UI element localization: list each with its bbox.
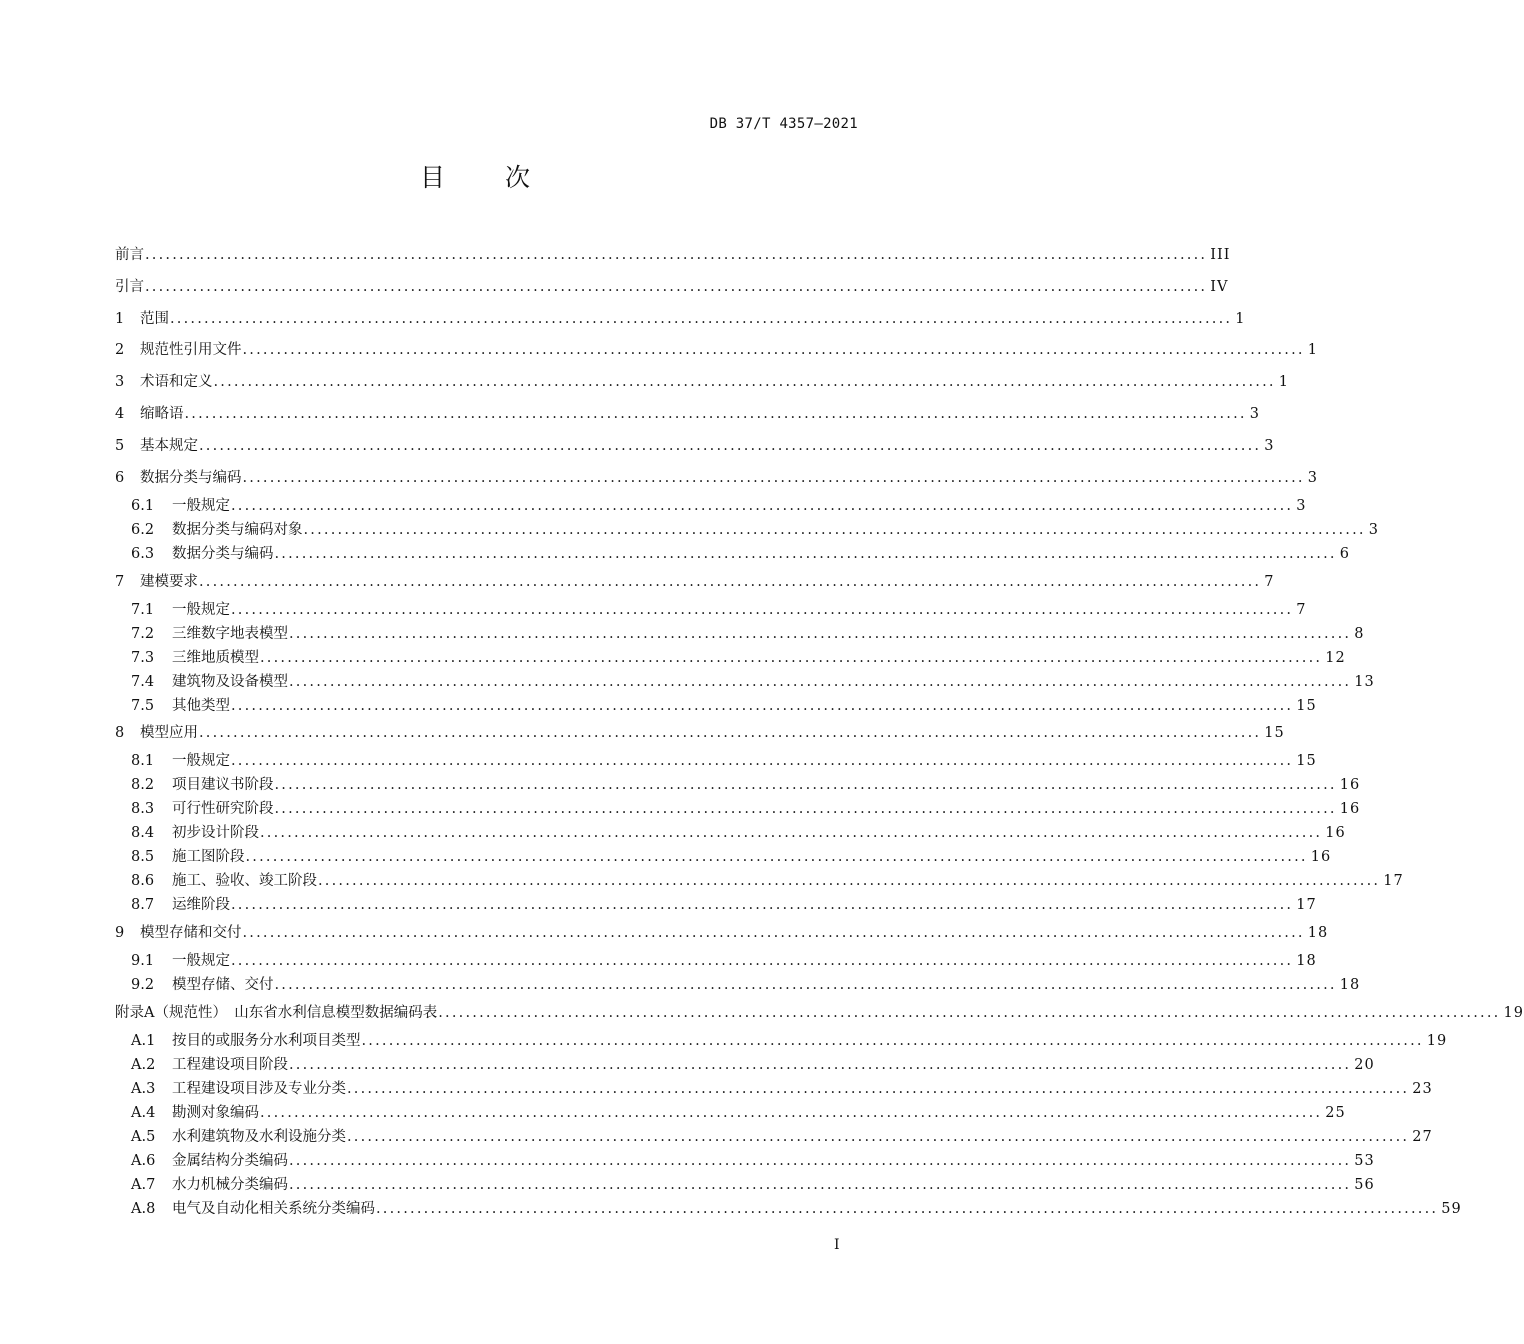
toc-entry-number: A.7 (131, 1177, 156, 1193)
toc-leader-dots: ............................................................................................................................................................ (274, 777, 1337, 793)
toc-leader-dots: ............................................................................................................................................................ (347, 1129, 1410, 1145)
toc-page-number: 17 (1296, 897, 1317, 913)
toc-page-number: 3 (1368, 522, 1379, 538)
toc-entry-8-5[interactable] (131, 846, 1332, 868)
toc-page-number: 17 (1383, 873, 1404, 889)
toc-entry-label: 运维阶段 (172, 897, 230, 913)
toc-entry-label: 缩略语 (140, 406, 184, 422)
toc-entry-8-3[interactable] (131, 798, 1361, 820)
toc-leader-dots: ............................................................................................................................................................ (199, 574, 1262, 590)
toc-page-number: 3 (1296, 498, 1307, 514)
toc-leader-dots: ............................................................................................................................................................ (303, 522, 1366, 538)
toc-page-number: 19 (1426, 1033, 1448, 1049)
toc-entry-label: 水力机械分类编码 (172, 1177, 288, 1193)
toc-page-number: 16 (1310, 849, 1332, 865)
toc-entry-number: 1 (115, 311, 125, 327)
toc-entry-7-1[interactable] (131, 599, 1307, 621)
toc-leader-dots: ............................................................................................................................................................ (274, 801, 1337, 817)
toc-entry-label: 规范性引用文件 (140, 342, 242, 358)
footer-page-number: I (834, 1237, 840, 1253)
toc-entry-number: A.1 (131, 1033, 156, 1049)
toc-entry-number: A.2 (131, 1057, 156, 1073)
toc-entry-8-2[interactable] (131, 774, 1361, 796)
toc-leader-dots: ............................................................................................................................................................ (213, 374, 1276, 390)
toc-entry-a-7[interactable] (131, 1174, 1375, 1196)
toc-entry-a-5[interactable] (131, 1126, 1433, 1148)
toc-leader-dots: ............................................................................................................................................................ (242, 342, 1305, 358)
toc-entry-number: 8.4 (131, 825, 155, 841)
toc-page-number: 19 (1503, 1005, 1524, 1021)
toc-page-number: IV (1210, 279, 1229, 295)
toc-leader-dots: ............................................................................................................................................................ (145, 279, 1208, 295)
toc-entry-label: 数据分类与编码对象 (172, 522, 303, 538)
toc-entry-number: 7.5 (131, 698, 155, 714)
toc-entry-number: 6.3 (131, 546, 155, 562)
toc-entry-label: 模型存储、交付 (172, 977, 274, 993)
toc-page-number: 13 (1354, 674, 1375, 690)
toc-entry-label: 施工、验收、竣工阶段 (172, 873, 317, 889)
toc-entry-3[interactable] (115, 371, 1289, 393)
toc-entry-number: 6 (115, 470, 125, 486)
toc-page-number: 20 (1354, 1057, 1375, 1073)
toc-entry-number: 7.4 (131, 674, 155, 690)
toc-leader-dots: ............................................................................................................................................................ (438, 1005, 1501, 1021)
toc-page-number: III (1210, 247, 1231, 263)
toc-entry-label: 工程建设项目阶段 (172, 1057, 288, 1073)
toc-page-number: 59 (1441, 1201, 1462, 1217)
toc-entry-label: 一般规定 (172, 753, 230, 769)
toc-page-number: 3 (1264, 438, 1275, 454)
toc-page-number: 7 (1296, 602, 1307, 618)
toc-entry-9-2[interactable] (131, 974, 1361, 996)
toc-leader-dots: ............................................................................................................................................................ (231, 897, 1294, 913)
toc-entry-a-1[interactable] (131, 1030, 1448, 1052)
toc-page-number: 12 (1325, 650, 1346, 666)
toc-leader-dots: ............................................................................................................................................................ (245, 849, 1308, 865)
toc-entry-label: 引言 (115, 279, 144, 295)
toc-entry-6-2[interactable] (131, 519, 1379, 541)
toc-entry-label: 金属结构分类编码 (172, 1153, 288, 1169)
toc-page-number: 53 (1354, 1153, 1375, 1169)
toc-page-number: 27 (1412, 1129, 1433, 1145)
toc-entry-number: 9.2 (131, 977, 155, 993)
toc-entry-number: 7.1 (131, 602, 155, 618)
toc-leader-dots: ............................................................................................................................................................ (318, 873, 1381, 889)
toc-page-number: 18 (1307, 925, 1329, 941)
toc-leader-dots: ............................................................................................................................................................ (231, 698, 1294, 714)
toc-entry-number: 8.3 (131, 801, 155, 817)
toc-leader-dots: ............................................................................................................................................................ (242, 925, 1305, 941)
toc-page-number: 56 (1354, 1177, 1375, 1193)
toc-entry-a-8[interactable] (131, 1198, 1462, 1220)
toc-entry-8[interactable] (115, 722, 1285, 744)
toc-page-number: 3 (1307, 470, 1318, 486)
toc-entry-label: 术语和定义 (140, 374, 213, 390)
toc-title: 目 次 (420, 163, 556, 192)
toc-page-number: 18 (1339, 977, 1361, 993)
toc-entry-introduction[interactable] (115, 276, 1229, 298)
toc-leader-dots: ............................................................................................................................................................ (145, 247, 1208, 263)
toc-entry-8-1[interactable] (131, 750, 1317, 772)
toc-entry-7-2[interactable] (131, 623, 1365, 645)
toc-entry-label: 三维数字地表模型 (172, 626, 288, 642)
toc-page-number: 3 (1249, 406, 1260, 422)
toc-entry-label: 勘测对象编码 (172, 1105, 259, 1121)
toc-entry-a-2[interactable] (131, 1054, 1375, 1076)
toc-leader-dots: ............................................................................................................................................................ (231, 753, 1294, 769)
toc-leader-dots: ............................................................................................................................................................ (242, 470, 1305, 486)
toc-entry-a-3[interactable] (131, 1078, 1433, 1100)
toc-entry-6[interactable] (115, 467, 1318, 489)
toc-page-number: 15 (1296, 753, 1317, 769)
document-code: DB 37/T 4357—2021 (709, 116, 858, 132)
toc-entry-1[interactable] (115, 308, 1246, 330)
toc-entry-number: 8.6 (131, 873, 155, 889)
toc-entry-label: 模型存储和交付 (140, 925, 242, 941)
toc-entry-label: 其他类型 (172, 698, 230, 714)
toc-leader-dots: ............................................................................................................................................................ (376, 1201, 1439, 1217)
toc-leader-dots: ............................................................................................................................................................ (289, 1057, 1352, 1073)
toc-entry-number: 9.1 (131, 953, 155, 969)
toc-entry-4[interactable] (115, 403, 1260, 425)
toc-page-number: 16 (1339, 801, 1361, 817)
toc-entry-8-4[interactable] (131, 822, 1346, 844)
toc-leader-dots: ............................................................................................................................................................ (361, 1033, 1424, 1049)
toc-entry-label: 建筑物及设备模型 (172, 674, 288, 690)
toc-leader-dots: ............................................................................................................................................................ (170, 311, 1233, 327)
toc-page-number: 1 (1278, 374, 1289, 390)
toc-entry-label: 数据分类与编码 (140, 470, 242, 486)
toc-entry-label: 电气及自动化相关系统分类编码 (172, 1201, 375, 1217)
toc-entry-9-1[interactable] (131, 950, 1317, 972)
toc-entry-number: 7.2 (131, 626, 155, 642)
toc-page-number: 16 (1339, 777, 1361, 793)
toc-page-number: 23 (1412, 1081, 1433, 1097)
toc-entry-number: 3 (115, 374, 125, 390)
toc-entry-number: 7.3 (131, 650, 155, 666)
toc-leader-dots: ............................................................................................................................................................ (231, 498, 1294, 514)
toc-entry-label: 前言 (115, 247, 144, 263)
toc-entry-number: 9 (115, 925, 125, 941)
toc-entry-label: 数据分类与编码 (172, 546, 274, 562)
toc-page-number: 25 (1325, 1105, 1346, 1121)
toc-entry-number: A.8 (131, 1201, 156, 1217)
toc-entry-a-4[interactable] (131, 1102, 1346, 1124)
toc-entry-label: 水利建筑物及水利设施分类 (172, 1129, 346, 1145)
toc-entry-number: 5 (115, 438, 125, 454)
toc-entry-number: 4 (115, 406, 125, 422)
toc-entry-number: 6.1 (131, 498, 155, 514)
toc-entry-label: 工程建设项目涉及专业分类 (172, 1081, 346, 1097)
toc-page-number: 15 (1264, 725, 1285, 741)
toc-entry-6-1[interactable] (131, 495, 1307, 517)
toc-entry-7-4[interactable] (131, 671, 1375, 693)
toc-entry-appendix-a[interactable] (115, 1002, 1524, 1024)
toc-leader-dots: ............................................................................................................................................................ (274, 546, 1337, 562)
toc-entry-number: A.5 (131, 1129, 156, 1145)
toc-entry-number: 2 (115, 342, 125, 358)
toc-leader-dots: ............................................................................................................................................................ (231, 602, 1294, 618)
toc-leader-dots: ............................................................................................................................................................ (184, 406, 1247, 422)
toc-entry-number: 7 (115, 574, 125, 590)
toc-entry-label: 按目的或服务分水利项目类型 (172, 1033, 361, 1049)
toc-page-number: 1 (1307, 342, 1318, 358)
toc-page-number: 1 (1235, 311, 1246, 327)
toc-leader-dots: ............................................................................................................................................................ (260, 650, 1323, 666)
toc-entry-label: 施工图阶段 (172, 849, 245, 865)
toc-page-number: 6 (1339, 546, 1350, 562)
toc-entry-label: 附录A（规范性） 山东省水利信息模型数据编码表 (115, 1005, 438, 1021)
toc-page-number: 18 (1296, 953, 1317, 969)
toc-entry-8-7[interactable] (131, 894, 1317, 916)
toc-entry-number: 8.7 (131, 897, 155, 913)
toc-entry-label: 范围 (140, 311, 169, 327)
toc-entry-number: 8 (115, 725, 125, 741)
toc-entry-label: 一般规定 (172, 602, 230, 618)
toc-entry-number: A.3 (131, 1081, 156, 1097)
toc-entry-label: 一般规定 (172, 953, 230, 969)
toc-leader-dots: ............................................................................................................................................................ (289, 1177, 1352, 1193)
toc-entry-label: 建模要求 (140, 574, 198, 590)
toc-leader-dots: ............................................................................................................................................................ (289, 1153, 1352, 1169)
toc-entry-7-3[interactable] (131, 647, 1346, 669)
toc-leader-dots: ............................................................................................................................................................ (274, 977, 1337, 993)
toc-page-number: 8 (1354, 626, 1365, 642)
toc-leader-dots: ............................................................................................................................................................ (199, 725, 1262, 741)
toc-entry-label: 模型应用 (140, 725, 198, 741)
toc-leader-dots: ............................................................................................................................................................ (289, 626, 1352, 642)
toc-leader-dots: ............................................................................................................................................................ (347, 1081, 1410, 1097)
toc-entry-2[interactable] (115, 339, 1318, 361)
toc-entry-5[interactable] (115, 435, 1275, 457)
toc-entry-number: 8.2 (131, 777, 155, 793)
toc-entry-number: 6.2 (131, 522, 155, 538)
toc-entry-7-5[interactable] (131, 695, 1317, 717)
toc-leader-dots: ............................................................................................................................................................ (231, 953, 1294, 969)
toc-leader-dots: ............................................................................................................................................................ (260, 1105, 1323, 1121)
toc-entry-number: 8.1 (131, 753, 155, 769)
toc-entry-label: 可行性研究阶段 (172, 801, 274, 817)
toc-leader-dots: ............................................................................................................................................................ (199, 438, 1262, 454)
toc-entry-label: 基本规定 (140, 438, 198, 454)
toc-entry-number: A.4 (131, 1105, 156, 1121)
toc-entry-number: 8.5 (131, 849, 155, 865)
toc-page-number: 16 (1325, 825, 1346, 841)
toc-entry-number: A.6 (131, 1153, 156, 1169)
toc-leader-dots: ............................................................................................................................................................ (260, 825, 1323, 841)
toc-page-number: 7 (1264, 574, 1275, 590)
toc-entry-label: 初步设计阶段 (172, 825, 259, 841)
toc-entry-foreword[interactable] (115, 244, 1231, 266)
toc-entry-label: 三维地质模型 (172, 650, 259, 666)
toc-entry-6-3[interactable] (131, 543, 1350, 565)
toc-entry-label: 项目建议书阶段 (172, 777, 274, 793)
toc-entry-label: 一般规定 (172, 498, 230, 514)
toc-leader-dots: ............................................................................................................................................................ (289, 674, 1352, 690)
toc-entry-a-6[interactable] (131, 1150, 1375, 1172)
toc-page-number: 15 (1296, 698, 1317, 714)
toc-entry-9[interactable] (115, 922, 1329, 944)
toc-entry-7[interactable] (115, 571, 1275, 593)
toc-entry-8-6[interactable] (131, 870, 1404, 892)
